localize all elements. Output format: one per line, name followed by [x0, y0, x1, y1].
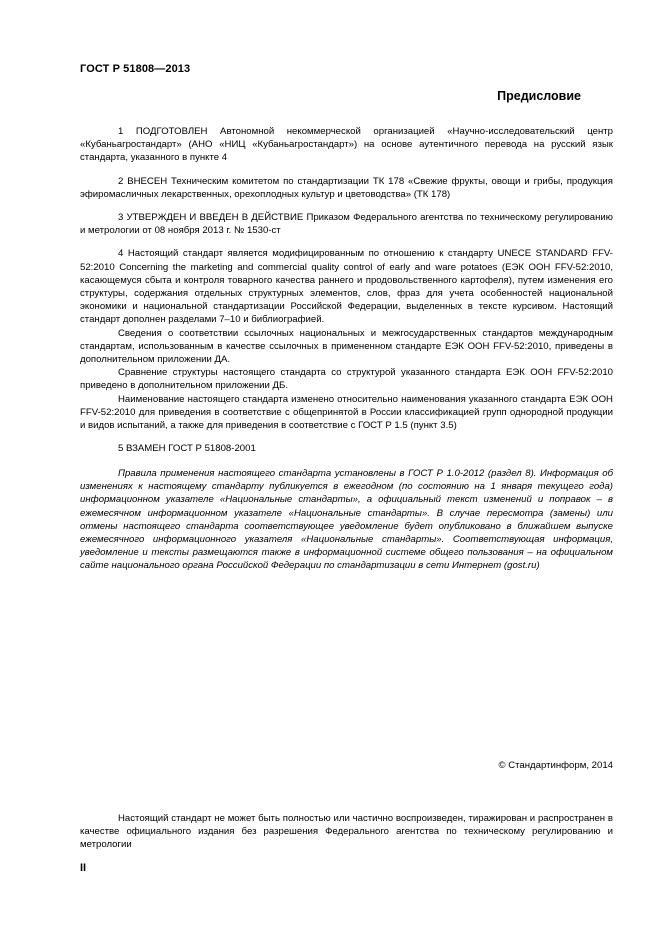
paragraph-modified-standard: 4 Настоящий стандарт является модифицированным по отношению к стандарту UNECE STANDARD FFV-52:2010 Concerning the marketing and commercial quality control of early and ware potatoes (ЕЭК ООН FFV-52:2010, касающемуся сбыта и контроля товарного качества раннего и продовольственного картофеля), путем изменения его структуры, содержания отдельных структурных элементов, слов, фраз для учета особенностей национальной экономики и национальной стандартизации Российской Федерации, выделенных в тексте курсивом. Настоящий стандарт дополнен разделами 7–10 и библиографией.: [80, 248, 613, 326]
reproduction-rights-notice: Настоящий стандарт не может быть полностью или частично воспроизведен, тиражирован и распространен в качестве официального издания без разрешения Федерального агентства по техническому регулированию и метрологии: [80, 813, 613, 851]
paragraph-prepared-by: 1 ПОДГОТОВЛЕН Автономной некоммерческой организацией «Научно-исследовательский центр «Кубаньагростандарт» (АНО «НИЦ «Кубаньагростандарт») на основе аутентичного перевода на русский язык стандарта, указанного в пункте 4: [80, 126, 613, 164]
paragraph-name-change: Наименование настоящего стандарта изменено относительно наименования указанного стандарта ЕЭК ООН FFV-52:2010 для приведения в соответствие с общепринятой в России классификацией групп однородной продукции и видов испытаний, а также для приведения в соответствие с ГОСТ Р 1.5 (пункт 3.5): [80, 393, 613, 432]
standard-code-header: ГОСТ Р 51808—2013: [80, 63, 191, 75]
page-title: Предисловие: [497, 89, 581, 103]
page-number: II: [80, 862, 87, 874]
paragraph-introduced-by: 2 ВНЕСЕН Техническим комитетом по стандартизации ТК 178 «Свежие фрукты, овощи и грибы, продукция эфиромасличных лекарственных, орехоплодных культур и цветоводства» (ТК 178): [80, 175, 613, 200]
paragraph-reference-info: Сведения о соответствии ссылочных национальных и межгосударственных стандартов международным стандартам, использованным в качестве ссылочных в примененном стандарте ЕЭК ООН FFV-52:2010, приведены в дополнительном приложении ДА.: [80, 327, 613, 366]
foreword-body: [80, 125, 613, 455]
paragraph-structure-comparison: Сравнение структуры настоящего стандарта со структурой указанного стандарта ЕЭК ООН FFV-52:2010 приведено в дополнительном приложении ДБ.: [80, 367, 613, 392]
application-rules-notice: Правила применения настоящего стандарта установлены в ГОСТ Р 1.0-2012 (раздел 8). Информация об изменениях к настоящему стандарту публикуется в ежегодном (по состоянию на 1 января текущего года) информационном указателе «Национальные стандарты», а официальный текст изменений и поправок – в ежемесячном информационном указателе «Национальные стандарты». В случае пересмотра (замены) или отмены настоящего стандарта соответствующее уведомление будет опубликовано в ближайшем выпуске ежемесячного информационного указателя «Национальные стандарты». Соответствующая информация, уведомление и тексты размещаются также в информационной системе общего пользования – на официальном сайте национального органа Российской Федерации по стандартизации в сети Интернет (gost.ru): [80, 468, 613, 572]
paragraph-approved: 3 УТВЕРЖДЕН И ВВЕДЕН В ДЕЙСТВИЕ Приказом Федерального агентства по техническому регулированию и метрологии от 08 ноября 2013 г. № 1530-ст: [80, 212, 613, 237]
copyright-line: © Стандартинформ, 2014: [498, 760, 613, 771]
paragraph-replaces: 5 ВЗАМЕН ГОСТ Р 51808-2001: [118, 443, 256, 455]
